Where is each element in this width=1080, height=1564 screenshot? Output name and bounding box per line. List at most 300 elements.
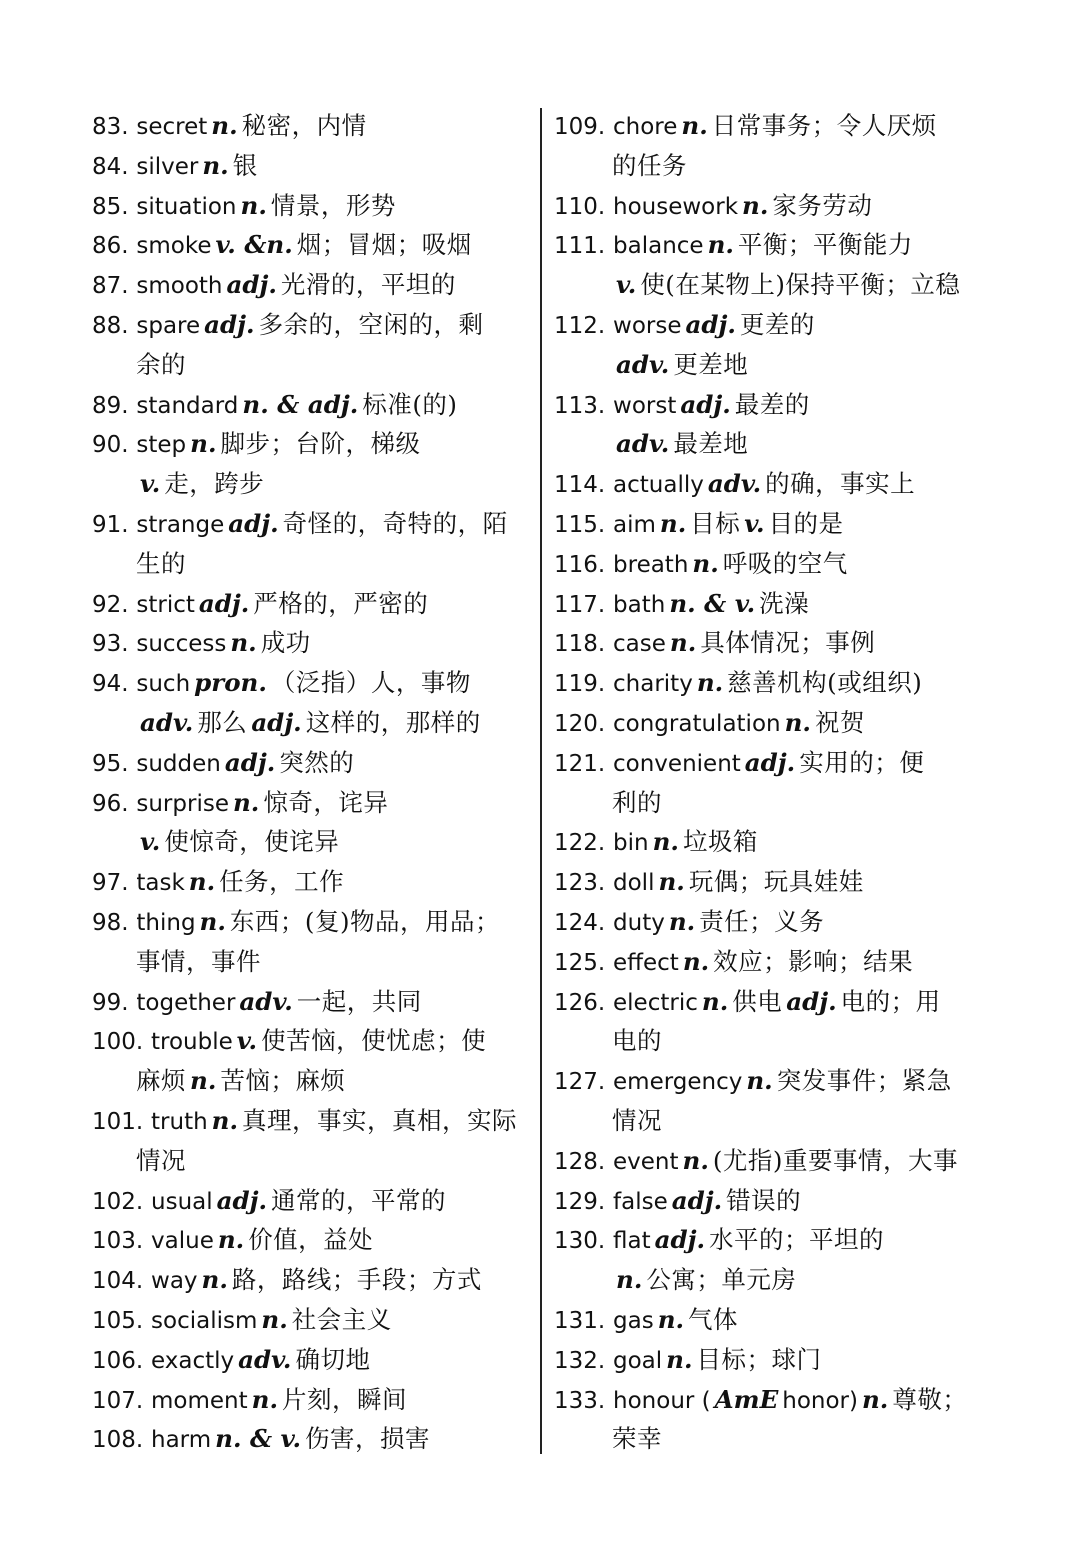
variant-label: AmE <box>714 1384 779 1414</box>
definition: 责任；义务 <box>699 906 825 936</box>
vocab-entry <box>92 1260 530 1300</box>
entry-number: 120. <box>554 710 606 737</box>
part-of-speech: adj. <box>744 747 796 777</box>
entry-word: smooth <box>136 273 223 300</box>
part-of-speech: n. <box>251 1384 278 1414</box>
entry-number: 104. <box>92 1268 144 1295</box>
entry-number: 98. <box>92 909 129 936</box>
part-of-speech: adv. <box>707 469 762 499</box>
vocab-entry <box>554 186 994 226</box>
definition: 标准(的) <box>362 389 458 419</box>
entry-continuation <box>554 265 994 305</box>
entry-number: 125. <box>554 949 606 976</box>
entry-word: chore <box>613 114 678 140</box>
definition: 尊敬； <box>892 1384 968 1414</box>
entry-number: 90. <box>92 432 129 459</box>
entry-word: together <box>136 989 236 1016</box>
entry-number: 121. <box>554 750 606 777</box>
part-of-speech: adv. <box>238 1344 292 1374</box>
entry-number: 117. <box>554 591 606 618</box>
definition: 路，路线；手段；方式 <box>231 1265 482 1295</box>
definition: 突发事件；紧急 <box>776 1066 952 1096</box>
vocab-entry <box>554 982 994 1022</box>
entry-word: case <box>613 631 666 658</box>
entry-word: doll <box>613 870 655 897</box>
vocab-entry <box>92 584 530 624</box>
part-of-speech: n. <box>669 628 697 658</box>
definition: 具体情况；事例 <box>700 628 876 658</box>
vocab-entry <box>554 1380 994 1420</box>
entry-number: 128. <box>554 1148 606 1175</box>
definition: 奇怪的，奇特的，陌 <box>282 508 508 538</box>
entry-number: 109. <box>554 114 606 140</box>
entry-number: 95. <box>92 750 129 777</box>
entry-word: strict <box>136 591 195 618</box>
entry-number: 129. <box>554 1188 606 1215</box>
definition: 生的 <box>136 548 186 578</box>
entry-number: 97. <box>92 870 129 897</box>
vocab-entry <box>92 1181 530 1221</box>
entry-continuation <box>554 345 994 385</box>
definition: 秘密，内情 <box>241 111 367 140</box>
part-of-speech: n. <box>657 1304 685 1334</box>
entry-continuation <box>92 544 530 584</box>
entry-word: emergency <box>613 1069 743 1096</box>
vocab-entry <box>92 265 530 305</box>
entry-number: 99. <box>92 989 129 1016</box>
variant-word: honor) <box>782 1387 858 1414</box>
vocab-entry <box>554 942 994 982</box>
vocab-entry <box>92 862 530 902</box>
entry-word: balance <box>613 233 704 260</box>
entry-word: gas <box>613 1307 654 1334</box>
entry-number: 130. <box>554 1228 606 1255</box>
definition: 成功 <box>260 628 311 658</box>
entry-word: step <box>136 432 187 459</box>
part-of-speech: adv. <box>616 429 670 459</box>
entry-number: 133. <box>554 1387 606 1414</box>
part-of-speech: n. & v. <box>215 1424 301 1454</box>
vocab-entry <box>92 1340 530 1380</box>
definition: 慈善机构(或组织) <box>727 668 923 698</box>
entry-word: false <box>613 1188 668 1215</box>
definition: 垃圾箱 <box>682 827 758 857</box>
definition: 确切地 <box>295 1344 371 1374</box>
vocab-entry <box>554 1340 994 1380</box>
vocab-entry <box>554 305 994 345</box>
entry-number: 113. <box>554 392 606 419</box>
part-of-speech: v. <box>140 469 161 499</box>
entry-word: effect <box>613 949 679 976</box>
entry-word: secret <box>136 114 208 140</box>
definition: 任务，工作 <box>219 867 345 897</box>
vocab-entry <box>554 584 994 624</box>
part-of-speech: n. <box>681 111 708 140</box>
vocab-entry <box>92 225 530 265</box>
entry-word: goal <box>613 1347 663 1374</box>
vocab-entry <box>554 106 994 146</box>
definition: 东西；(复)物品，用品； <box>229 906 501 936</box>
entry-continuation <box>554 783 994 823</box>
entry-number: 118. <box>554 631 606 658</box>
entry-word: actually <box>613 472 704 499</box>
definition: 更差的 <box>739 309 815 339</box>
vocab-entry <box>92 663 530 703</box>
definition: 苦恼；麻烦 <box>220 1066 346 1096</box>
definition: 情况 <box>612 1105 662 1135</box>
entry-continuation <box>554 1101 994 1141</box>
vocab-entry <box>92 623 530 663</box>
entry-word: such <box>136 671 191 698</box>
entry-word: exactly <box>151 1347 235 1374</box>
entry-number: 84. <box>92 153 129 180</box>
part-of-speech: adv. <box>140 707 194 737</box>
vocab-entry <box>554 623 994 663</box>
part-of-speech: adj. <box>654 1225 706 1255</box>
entry-number: 86. <box>92 233 129 260</box>
entry-word: truth <box>151 1108 208 1135</box>
definition: 目标；球门 <box>696 1344 822 1374</box>
entry-number: 106. <box>92 1347 144 1374</box>
definition: (尤指)重要事情，大事 <box>712 1145 958 1175</box>
entry-word: value <box>151 1228 214 1255</box>
part-of-speech: adj. <box>685 309 736 339</box>
entry-number: 96. <box>92 790 129 817</box>
entry-word: smoke <box>136 233 212 260</box>
definition: 洗澡 <box>759 588 810 618</box>
vocab-entry <box>92 305 530 345</box>
vocab-entry <box>554 1220 994 1260</box>
vocab-entry <box>92 424 530 464</box>
definition: 实用的；便 <box>799 747 925 777</box>
entry-word: sudden <box>136 750 221 777</box>
entry-word: success <box>136 631 227 658</box>
left-column <box>92 106 530 1459</box>
part-of-speech: n. & adj. <box>242 389 359 419</box>
vocab-entry <box>92 1101 530 1141</box>
entry-word: socialism <box>151 1307 258 1334</box>
entry-number: 110. <box>554 193 606 220</box>
entry-word: way <box>151 1268 198 1295</box>
vocab-entry <box>92 1419 530 1459</box>
definition: 烟；冒烟；吸烟 <box>296 230 472 260</box>
definition: 祝贺 <box>814 707 865 737</box>
definition: 使(在某物上)保持平衡；立稳 <box>640 270 961 300</box>
part-of-speech: v. <box>616 270 637 300</box>
part-of-speech: n. <box>652 827 679 857</box>
part-of-speech: n. <box>682 1145 709 1175</box>
entry-number: 123. <box>554 870 606 897</box>
entry-number: 126. <box>554 989 606 1016</box>
entry-word: usual <box>151 1188 213 1215</box>
entry-number: 89. <box>92 392 129 419</box>
entry-number: 124. <box>554 909 606 936</box>
vocab-entry <box>92 982 530 1022</box>
entry-continuation <box>92 464 530 504</box>
vocab-entry <box>92 186 530 226</box>
definition: 使惊奇，使诧异 <box>164 827 340 857</box>
entry-number: 114. <box>554 472 606 499</box>
definition: 目标 <box>690 508 741 538</box>
entry-continuation <box>92 345 530 385</box>
part-of-speech: adj. <box>228 508 279 538</box>
entry-number: 112. <box>554 312 606 339</box>
definition: 社会主义 <box>291 1304 392 1334</box>
entry-number: 107. <box>92 1387 144 1414</box>
definition: 走，跨步 <box>164 469 265 499</box>
entry-number: 108. <box>92 1427 144 1454</box>
vocab-entry <box>554 504 994 544</box>
part-of-speech: adj. <box>204 309 255 339</box>
part-of-speech: n. <box>230 628 257 658</box>
definition: 目的是 <box>768 508 844 538</box>
definition: 麻烦 <box>136 1066 186 1096</box>
part-of-speech: n. <box>616 1265 643 1295</box>
entry-word: harm <box>151 1427 212 1454</box>
definition: 供电 <box>732 986 783 1016</box>
vocab-entry <box>92 385 530 425</box>
part-of-speech: n. <box>190 429 217 459</box>
definition: 呼吸的空气 <box>722 548 848 578</box>
entry-continuation <box>92 822 530 862</box>
part-of-speech: adj. <box>216 1185 268 1215</box>
definition: 事情，事件 <box>136 946 261 976</box>
part-of-speech: adv. <box>239 986 293 1016</box>
part-of-speech: n. <box>190 1066 217 1096</box>
entry-number: 115. <box>554 511 606 538</box>
entry-word: charity <box>613 671 693 698</box>
vocab-entry <box>554 225 994 265</box>
entry-word: worst <box>613 392 677 419</box>
definition: 更差地 <box>673 349 749 379</box>
part-of-speech: n. <box>211 1105 239 1135</box>
part-of-speech: adj. <box>671 1185 723 1215</box>
definition: 真理，事实，真相，实际 <box>242 1105 518 1135</box>
part-of-speech: adj. <box>680 389 731 419</box>
definition: 最差的 <box>734 389 810 419</box>
definition: 伤害，损害 <box>304 1424 430 1454</box>
part-of-speech: n. <box>658 867 685 897</box>
entry-continuation <box>554 1260 994 1300</box>
definition: 的确，事实上 <box>765 469 916 499</box>
vocab-entry <box>92 1220 530 1260</box>
entry-number: 122. <box>554 830 606 857</box>
definition: 惊奇，诧异 <box>263 787 389 817</box>
part-of-speech: n. <box>742 190 769 220</box>
part-of-speech: adj. <box>786 986 837 1016</box>
entry-number: 92. <box>92 591 129 618</box>
part-of-speech: n. <box>784 707 811 737</box>
entry-continuation <box>92 1061 530 1101</box>
definition: 片刻，瞬间 <box>282 1384 407 1414</box>
vocab-entry <box>554 1181 994 1221</box>
definition: 利的 <box>612 787 662 817</box>
part-of-speech: v. <box>236 1026 258 1056</box>
entry-number: 119. <box>554 671 606 698</box>
right-column <box>554 106 994 1459</box>
definition: 多余的，空闲的，剩 <box>258 309 484 339</box>
entry-word: bath <box>613 591 666 618</box>
entry-number: 105. <box>92 1307 144 1334</box>
part-of-speech: adj. <box>224 747 276 777</box>
definition: 公寓；单元房 <box>646 1265 797 1295</box>
vocab-entry <box>92 1021 530 1061</box>
entry-number: 131. <box>554 1307 606 1334</box>
definition: 日常事务；令人厌烦 <box>711 111 937 140</box>
entry-word: duty <box>613 909 665 936</box>
part-of-speech: n. <box>659 508 687 538</box>
definition: 气体 <box>688 1304 739 1334</box>
entry-word: standard <box>136 392 239 419</box>
entry-word: thing <box>136 909 196 936</box>
entry-word: bin <box>613 830 649 857</box>
vocab-entry <box>92 106 530 146</box>
definition: 电的 <box>612 1026 662 1056</box>
entry-word: breath <box>613 551 689 578</box>
part-of-speech: v. &n. <box>215 230 293 260</box>
entry-word: spare <box>136 312 201 339</box>
entry-word: worse <box>613 312 682 339</box>
part-of-speech: n. <box>199 906 226 936</box>
vocab-entry <box>554 902 994 942</box>
vocab-entry <box>92 504 530 544</box>
definition: 余的 <box>136 349 186 379</box>
entry-word: strange <box>136 511 225 538</box>
definition: 突然的 <box>279 747 355 777</box>
definition: 水平的；平坦的 <box>709 1225 885 1255</box>
part-of-speech: n. <box>707 230 734 260</box>
definition: 通常的，平常的 <box>271 1185 447 1215</box>
vocab-entry <box>92 902 530 942</box>
definition: 一起，共同 <box>296 986 422 1016</box>
part-of-speech: n. <box>201 1265 228 1295</box>
entry-word: surprise <box>136 790 229 817</box>
part-of-speech: adj. <box>251 707 302 737</box>
entry-word: electric <box>613 989 698 1016</box>
vocab-entry <box>554 822 994 862</box>
definition: （泛指）人，事物 <box>270 668 471 698</box>
definition: 严格的，严密的 <box>253 588 429 618</box>
definition: 家务劳动 <box>772 190 873 220</box>
vocab-entry <box>554 1061 994 1101</box>
entry-word: aim <box>613 511 656 538</box>
part-of-speech: v. <box>744 508 765 538</box>
part-of-speech: n. <box>217 1225 245 1255</box>
entry-word: task <box>136 870 185 897</box>
entry-continuation <box>92 703 530 743</box>
part-of-speech: n. <box>692 548 719 578</box>
entry-number: 111. <box>554 233 606 260</box>
entry-number: 83. <box>92 114 129 140</box>
entry-number: 127. <box>554 1069 606 1096</box>
entry-number: 101. <box>92 1108 144 1135</box>
vocab-entry <box>554 385 994 425</box>
part-of-speech: adv. <box>616 349 670 379</box>
part-of-speech: n. <box>668 906 696 936</box>
vocab-entry <box>554 1300 994 1340</box>
definition: 这样的，那样的 <box>305 707 481 737</box>
entry-number: 88. <box>92 312 129 339</box>
entry-number: 94. <box>92 671 129 698</box>
definition: 情景，形势 <box>270 190 396 220</box>
entry-number: 85. <box>92 193 129 220</box>
entry-word: flat <box>613 1228 651 1255</box>
definition: 那么 <box>197 707 248 737</box>
part-of-speech: n. <box>701 986 729 1016</box>
part-of-speech: adj. <box>226 270 277 300</box>
vocab-entry <box>554 663 994 703</box>
part-of-speech: n. <box>682 946 710 976</box>
part-of-speech: n. <box>696 668 724 698</box>
entry-word: housework <box>613 193 739 220</box>
vocab-entry <box>92 1380 530 1420</box>
entry-continuation <box>92 942 530 982</box>
vocab-entry <box>92 146 530 186</box>
entry-continuation <box>92 1141 530 1181</box>
entry-number: 102. <box>92 1188 144 1215</box>
entry-number: 103. <box>92 1228 144 1255</box>
definition: 价值，益处 <box>248 1225 374 1255</box>
vocab-entry <box>92 1300 530 1340</box>
entry-word: situation <box>136 193 237 220</box>
entry-continuation <box>554 1021 994 1061</box>
definition: 荣幸 <box>612 1424 662 1454</box>
entry-number: 100. <box>92 1029 144 1056</box>
part-of-speech: v. <box>140 827 161 857</box>
vocab-entry <box>554 743 994 783</box>
part-of-speech: n. <box>188 867 216 897</box>
part-of-speech: pron. <box>194 668 267 698</box>
entry-continuation <box>554 424 994 464</box>
vocab-entry <box>554 544 994 584</box>
definition: 效应；影响；结果 <box>713 946 914 976</box>
entry-number: 93. <box>92 631 129 658</box>
entry-number: 87. <box>92 273 129 300</box>
definition: 使苦恼，使忧虑；使 <box>261 1026 487 1056</box>
definition: 的任务 <box>612 150 687 180</box>
part-of-speech: n. <box>202 150 229 180</box>
entry-word: convenient <box>613 750 741 777</box>
vocab-entry <box>554 862 994 902</box>
entry-number: 116. <box>554 551 606 578</box>
part-of-speech: n. <box>261 1304 288 1334</box>
entry-number: 91. <box>92 511 129 538</box>
entry-word: congratulation <box>613 710 781 737</box>
definition: 情况 <box>136 1145 186 1175</box>
entry-continuation <box>554 1419 994 1459</box>
vocab-entry <box>92 783 530 823</box>
entry-word: honour ( <box>613 1387 711 1414</box>
definition: 光滑的，平坦的 <box>280 270 456 300</box>
definition: 错误的 <box>726 1185 802 1215</box>
definition: 银 <box>232 150 258 180</box>
vocab-entry <box>554 1141 994 1181</box>
column-divider <box>540 108 542 1454</box>
entry-number: 132. <box>554 1347 606 1374</box>
part-of-speech: adj. <box>198 588 250 618</box>
definition: 最差地 <box>673 429 749 459</box>
entry-word: silver <box>136 153 199 180</box>
definition: 平衡；平衡能力 <box>737 230 913 260</box>
vocab-entry <box>554 464 994 504</box>
part-of-speech: n. <box>666 1344 693 1374</box>
vocab-entry <box>554 703 994 743</box>
part-of-speech: n. <box>746 1066 773 1096</box>
part-of-speech: n. & v. <box>669 588 756 618</box>
definition: 脚步；台阶，梯级 <box>220 429 421 459</box>
definition: 电的；用 <box>840 986 941 1016</box>
entry-continuation <box>554 146 994 186</box>
